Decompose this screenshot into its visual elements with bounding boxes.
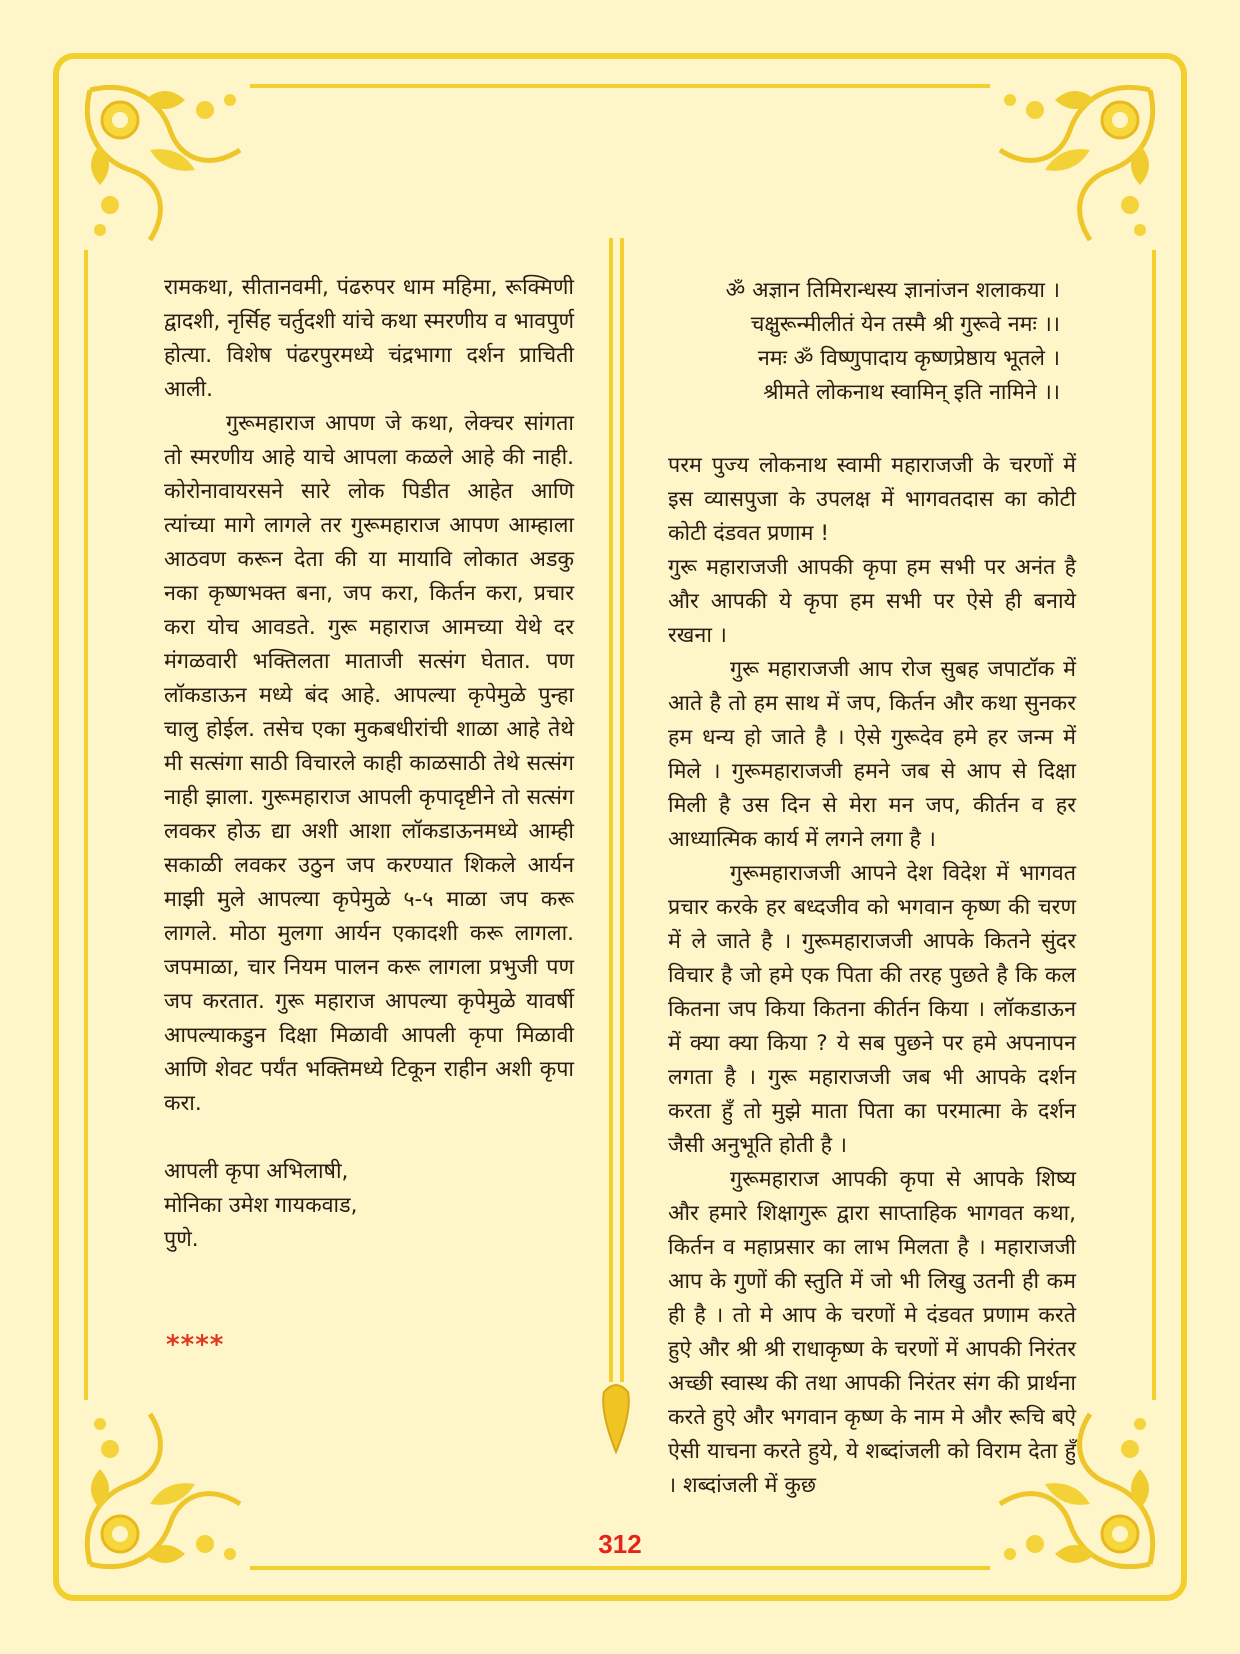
right-column: [668, 449, 1076, 1503]
right-paragraph-3: गुरू महाराजजी आप रोज सुबह जपाटॉक में आते है तो हम साथ में जप, किर्तन और कथा सुनकर हम धन्य हो जाते है । ऐसे गुरूदेव हमे हर जन्म में मिले । गुरूमहाराजजी हमने जब से आप से दिक्षा मिली है उस दिन से मेरा मन जप, कीर्तन व हर आध्यात्मिक कार्य में लगने लगा है ।: [668, 657, 1076, 852]
shloka-line-4: श्रीमते लोकनाथ स्वामिन् इति नामिने ।।: [763, 380, 1060, 405]
left-paragraph-1: रामकथा, सीतानवमी, पंढरुपर धाम महिमा, रूक्मिणी द्वादशी, नृर्सिह चर्तुदशी यांचे कथा स्मरणीय व भावपुर्ण होत्या. विशेष पंढरपुरमध्ये चंद्रभागा दर्शन प्राचिती आली.: [164, 275, 574, 402]
page-number: 312: [598, 1529, 642, 1559]
left-paragraph-2: गुरूमहाराज आपण जे कथा, लेक्चर सांगता तो स्मरणीय आहे याचे आपला कळले आहे की नाही. कोरोनावायरसने सारे लोक पिडीत आहेत आणि त्यांच्या मागे लागले तर गुरूमहाराज आपण आम्हाला आठवण करून देता की या मायावि लोकात अडकु नका कृष्णभक्त बना, जप करा, किर्तन करा, प्रचार करा योच आवडते. गुरू महाराज आमच्या येथे दर मंगळवारी भक्तिलता माताजी सत्संग घेतात. पण लॉकडाऊन मध्ये बंद आहे. आपल्या कृपेमुळे पुन्हा चालु होईल. तसेच एका मुकबधीरांची शाळा आहे तेथे मी सत्संगा साठी विचारले काही काळसाठी तेथे सत्संग नाही झाला. गुरूमहाराज आपली कृपादृष्टीने तो सत्संग लवकर होऊ द्या अशी आशा लॉकडाऊनमध्ये आम्ही सकाळी लवकर उठुन जप करण्यात शिकले आर्यन माझी मुले आपल्या कृपेमुळे ५-५ माळा जप करू लागले. मोठा मुलगा आर्यन एकादशी करू लागला. जपमाळा, चार नियम पालन करू लागला प्रभुजी पण जप करतात. गुरू महाराज आपल्या कृपेमुळे यावर्षी आपल्याकडुन दिक्षा मिळावी आपली कृपा मिळावी आणि शेवट पर्यंत भक्तिमध्ये टिकून राहीन अशी कृपा करा.: [164, 411, 574, 1116]
right-paragraph-5: गुरूमहाराज आपकी कृपा से आपके शिष्य और हमारे शिक्षागुरू द्वारा साप्ताहिक भागवत कथा, किर्तन व महाप्रसार का लाभ मिलता है । महाराजजी आप के गुणों की स्तुति में जो भी लिखु उतनी ही कम ही है । तो मे आप के चरणों मे दंडवत प्रणाम करते हुऐ और श्री श्री राधाकृष्ण के चरणों में आपकी निरंतर अच्छी स्वास्थ की तथा आपकी निरंतर संग की प्रार्थना करते हुऐ और भगवान कृष्ण के नाम मे और रूचि बऐ ऐसी याचना करते हुये, ये शब्दांजली को विराम देता हुँ । शब्दांजली में कुछ: [668, 1167, 1076, 1498]
signature-line-2: मोनिका उमेश गायकवाड,: [164, 1193, 358, 1218]
right-paragraph-4: गुरूमहाराजजी आपने देश विदेश में भागवत प्रचार करके हर बध्दजीव को भगवान कृष्ण की चरण में ले जाते है । गुरूमहाराजजी आपके कितने सुंदर विचार है जो हमे एक पिता की तरह पुछते है कि कल कितना जप किया कितना कीर्तन किया । लॉकडाऊन में क्या क्या किया ? ये सब पुछने पर हमे अपनापन लगता है । गुरू महाराजजी जब भी आपके दर्शन करता हुँ तो मुझे माता पिता का परमात्मा के दर्शन जैसी अनुभूति होती है ।: [668, 861, 1076, 1158]
shloka-line-3: नमः ॐ विष्णुपादाय कृष्णप्रेष्ठाय भूतले ।: [757, 346, 1060, 371]
signature-line-3: पुणे.: [164, 1227, 199, 1252]
shloka-verse: [660, 274, 1060, 410]
right-paragraph-2: गुरू महाराजजी आपकी कृपा हम सभी पर अनंत है और आपकी ये कृपा हम सभी पर ऐसे ही बनाये रखना ।: [668, 555, 1076, 648]
shloka-line-1: ॐ अज्ञान तिमिरान्धस्य ज्ञानांजन शलाकया ।: [725, 278, 1060, 303]
shloka-line-2: चक्षुरून्मीलीतं येन तस्मै श्री गुरूवे नमः ।।: [750, 312, 1060, 337]
signature-line-1: आपली कृपा अभिलाषी,: [164, 1159, 349, 1184]
signature-block: [164, 1155, 574, 1257]
right-paragraph-1: परम पुज्य लोकनाथ स्वामी महाराजजी के चरणों में इस व्यासपुजा के उपलक्ष में भागवतदास का कोटी कोटी दंडवत प्रणाम !: [668, 453, 1076, 546]
closing-stars: ****: [166, 1330, 225, 1360]
left-column: [164, 271, 574, 1257]
